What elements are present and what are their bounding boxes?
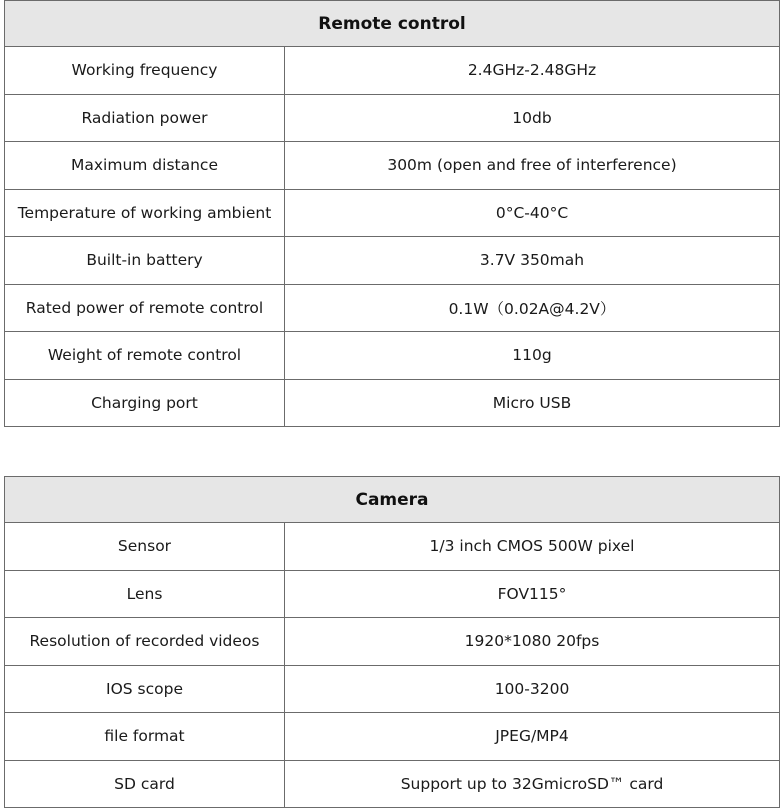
- table-row: [5, 760, 780, 808]
- spec-value: Support up to 32GmicroSD™ card: [285, 760, 780, 808]
- spec-label: Resolution of recorded videos: [5, 618, 285, 666]
- table-row: [5, 142, 780, 190]
- spec-label: Weight of remote control: [5, 332, 285, 380]
- spec-value: 0.1W（0.02A@4.2V）: [285, 284, 780, 332]
- spec-label: file format: [5, 713, 285, 761]
- table-row: [5, 523, 780, 571]
- remote-control-spec-table: [4, 0, 780, 427]
- table-row: [5, 570, 780, 618]
- spec-label: Charging port: [5, 379, 285, 427]
- table-row: [5, 713, 780, 761]
- spec-label: Radiation power: [5, 94, 285, 142]
- table-row: [5, 94, 780, 142]
- spec-label: IOS scope: [5, 665, 285, 713]
- table-row: [5, 379, 780, 427]
- spec-value: Micro USB: [285, 379, 780, 427]
- spec-value: 3.7V 350mah: [285, 237, 780, 285]
- spec-label: Maximum distance: [5, 142, 285, 190]
- remote-control-title: Remote control: [5, 1, 780, 47]
- spec-value: FOV115°: [285, 570, 780, 618]
- spec-value: 300m (open and free of interference): [285, 142, 780, 190]
- table-row: [5, 618, 780, 666]
- spec-value: 0°C-40°C: [285, 189, 780, 237]
- table-row: [5, 189, 780, 237]
- table-row: [5, 47, 780, 95]
- spec-value: 1/3 inch CMOS 500W pixel: [285, 523, 780, 571]
- spec-value: 1920*1080 20fps: [285, 618, 780, 666]
- table-row: [5, 332, 780, 380]
- spec-value: JPEG/MP4: [285, 713, 780, 761]
- spec-label: Rated power of remote control: [5, 284, 285, 332]
- spec-label: Built-in battery: [5, 237, 285, 285]
- table-row: [5, 665, 780, 713]
- spec-label: Temperature of working ambient: [5, 189, 285, 237]
- spec-label: SD card: [5, 760, 285, 808]
- spec-label: Lens: [5, 570, 285, 618]
- table-row: [5, 284, 780, 332]
- camera-title: Camera: [5, 477, 780, 523]
- spec-value: 110g: [285, 332, 780, 380]
- table-row: [5, 237, 780, 285]
- spec-value: 10db: [285, 94, 780, 142]
- spec-label: Sensor: [5, 523, 285, 571]
- spec-value: 2.4GHz-2.48GHz: [285, 47, 780, 95]
- camera-spec-table: [4, 476, 780, 808]
- spec-label: Working frequency: [5, 47, 285, 95]
- table-header-row: [5, 1, 780, 47]
- table-header-row: [5, 477, 780, 523]
- spec-value: 100-3200: [285, 665, 780, 713]
